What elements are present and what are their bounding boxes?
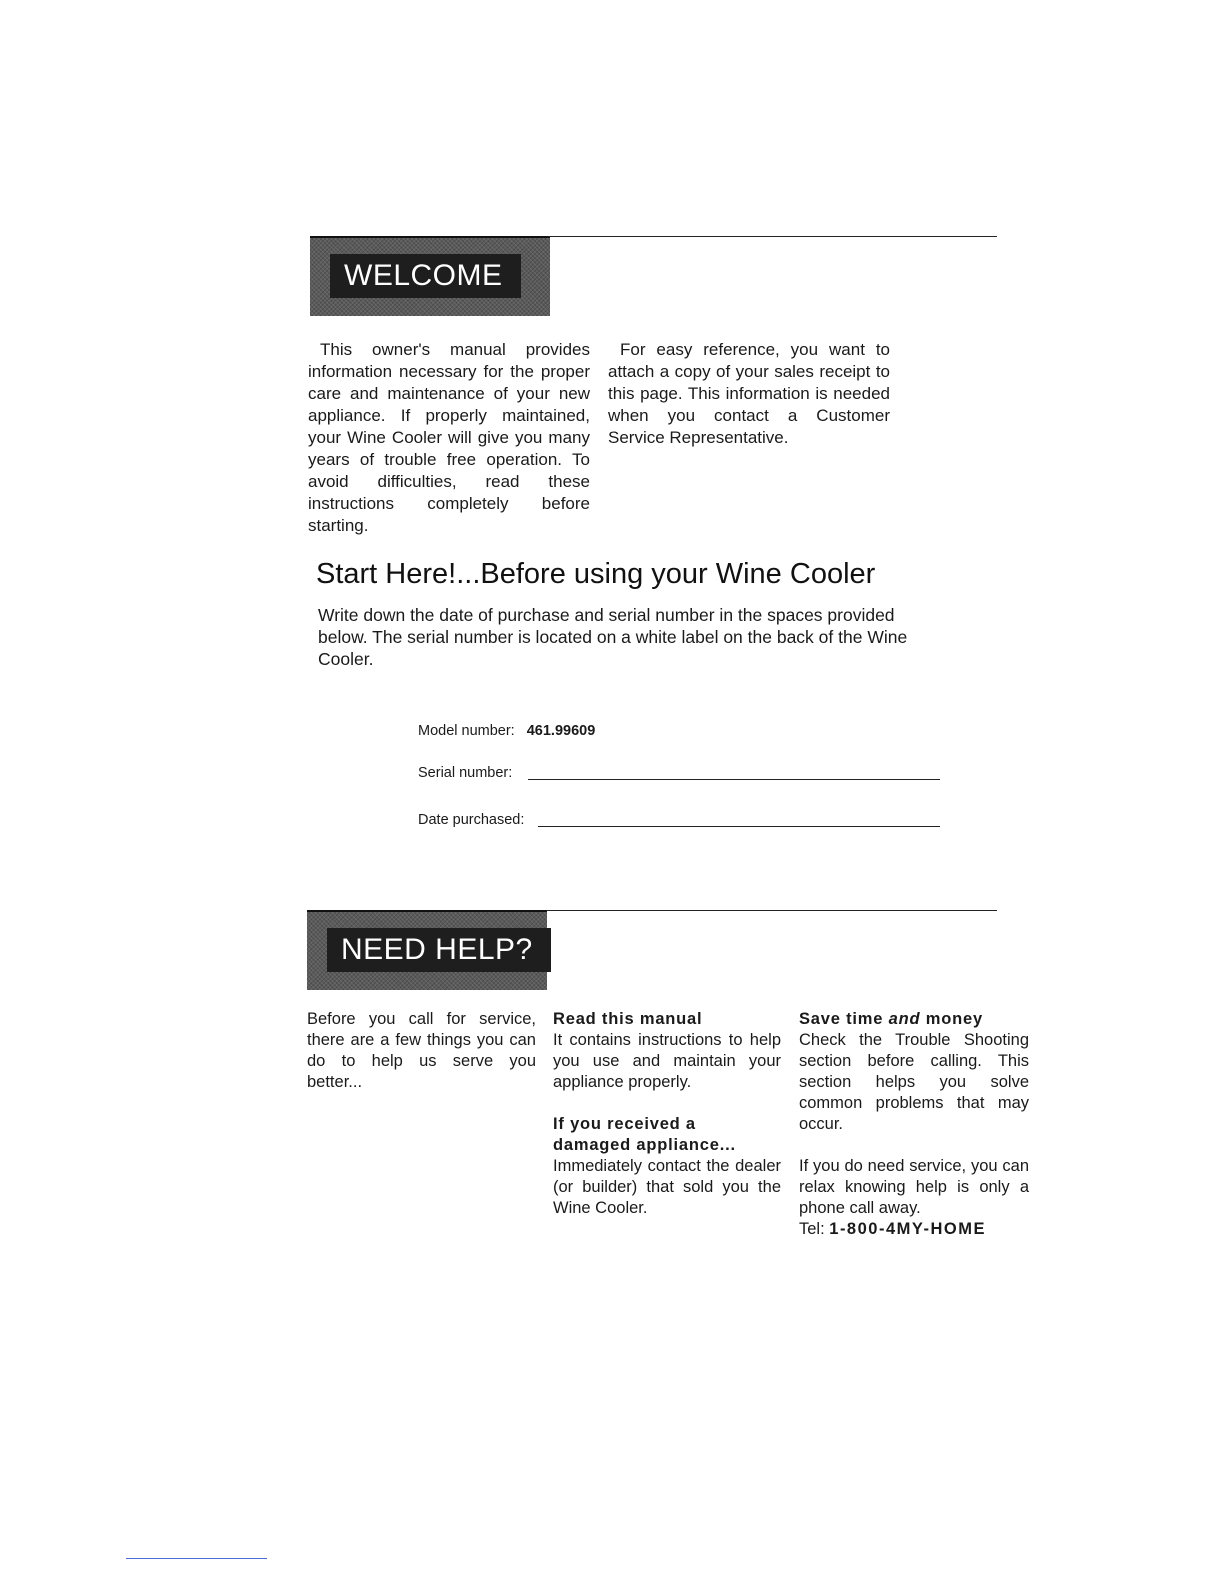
serial-number-row [418, 765, 512, 781]
footer-line [126, 1558, 267, 1559]
welcome-column-1 [308, 339, 590, 537]
damaged-body: Immediately contact the dealer (or builder) that sold you the Wine Cooler. [553, 1157, 781, 1217]
need-help-banner-plate [327, 928, 551, 972]
save-time-title-a: Save time [799, 1010, 889, 1028]
welcome-banner [310, 236, 550, 316]
help-column-2 [553, 1009, 781, 1219]
start-intro: Write down the date of purchase and serial number in the spaces provided below. The serial number is located on a white label on the back of the Wine Cooler. [318, 605, 908, 669]
serial-number-label: Serial number: [418, 765, 513, 781]
read-manual-title: Read this manual [553, 1010, 703, 1028]
damaged-title-line-2: damaged appliance... [553, 1136, 736, 1154]
welcome-column-2 [608, 339, 890, 449]
model-number-label: Model number: [418, 723, 515, 739]
serial-number-field[interactable] [528, 779, 940, 780]
phone-line [799, 1219, 1029, 1240]
help-intro: Before you call for service, there are a few things you can do to help us serve you better... [307, 1010, 536, 1091]
save-time-body: Check the Trouble Shooting section before calling. This section helps you solve common problems that may occur. [799, 1031, 1029, 1133]
welcome-paragraph-2: For easy reference, you want to attach a copy of your sales receipt to this page. This information is needed when you contact a Customer Service Representative. [608, 340, 890, 447]
phone-label: Tel: [799, 1220, 830, 1238]
welcome-title: WELCOME [344, 259, 503, 292]
need-help-banner [307, 910, 547, 990]
start-heading: Start Here!...Before using your Wine Cooler [316, 558, 876, 590]
save-time-title [799, 1009, 1029, 1030]
date-purchased-field[interactable] [538, 826, 940, 827]
save-time-title-c: money [920, 1010, 983, 1028]
read-manual-body: It contains instructions to help you use and maintain your appliance properly. [553, 1031, 781, 1091]
welcome-paragraph-1: This owner's manual provides information necessary for the proper care and maintenance of your new appliance. If properly maintained, your Wine Cooler will give you many years of trouble free operation. To avoid difficulties, read these instructions completely before starting. [308, 340, 590, 535]
phone-number: 1-800-4MY-HOME [829, 1220, 986, 1238]
service-body: If you do need service, you can relax knowing help is only a phone call away. [799, 1157, 1029, 1217]
date-purchased-label: Date purchased: [418, 812, 525, 828]
model-number-row [418, 723, 595, 739]
date-purchased-row [418, 812, 524, 828]
welcome-rule [548, 236, 997, 237]
welcome-banner-plate [330, 254, 521, 298]
save-time-title-b: and [888, 1010, 921, 1028]
need-help-title: NEED HELP? [341, 933, 533, 966]
help-column-3 [799, 1009, 1029, 1240]
model-number-value: 461.99609 [526, 723, 596, 739]
help-column-1 [307, 1009, 536, 1093]
damaged-title-line-1: If you received a [553, 1115, 696, 1133]
need-help-rule [546, 910, 997, 911]
